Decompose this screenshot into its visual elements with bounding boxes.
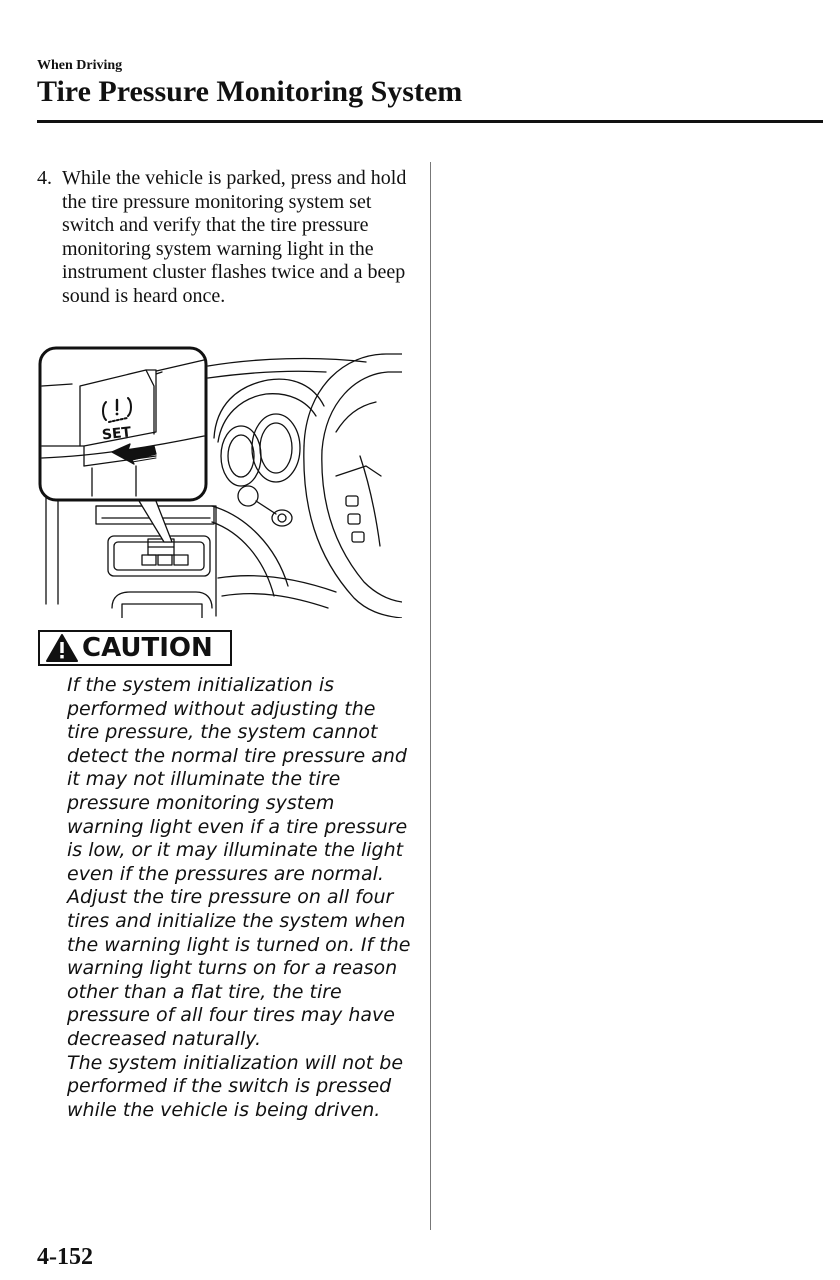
section-label: When Driving xyxy=(37,58,123,73)
title-rule xyxy=(37,120,823,123)
caution-box xyxy=(38,630,232,666)
dashboard-illustration xyxy=(36,346,402,618)
step-number: 4. xyxy=(37,167,52,189)
warning-triangle-icon xyxy=(45,633,79,663)
page-number: 4-152 xyxy=(37,1244,93,1270)
caution-label: CAUTION xyxy=(82,633,213,663)
step-text: While the vehicle is parked, press and hold the tire pressure monitoring system set switch and verify that the tire pressure monitoring system warning light in the instrument cluster flashes twice and a beep sound is heard once. xyxy=(62,167,407,307)
caution-paragraph: The system initialization will not be performed if the switch is pressed while the vehicle is being driven. xyxy=(67,1051,404,1121)
caution-text xyxy=(67,674,412,1122)
caution-paragraph: If the system initialization is performed without adjusting the tire pressure, the system cannot detect the normal tire pressure and it may not illuminate the tire pressure monitoring system warning light even if a tire pressure is low, or it may illuminate the light even if the pressures are normal. xyxy=(67,674,408,885)
column-divider xyxy=(430,162,431,1230)
page-title: Tire Pressure Monitoring System xyxy=(37,75,463,108)
step-4 xyxy=(37,167,417,309)
caution-paragraph: Adjust the tire pressure on all four tires and initialize the system when the warning light is turned on. If the warning light turns on for a reason other than a flat tire, the tire pressure of all four tires may have decreased naturally. xyxy=(67,886,411,1050)
set-switch-label: SET xyxy=(101,424,132,444)
